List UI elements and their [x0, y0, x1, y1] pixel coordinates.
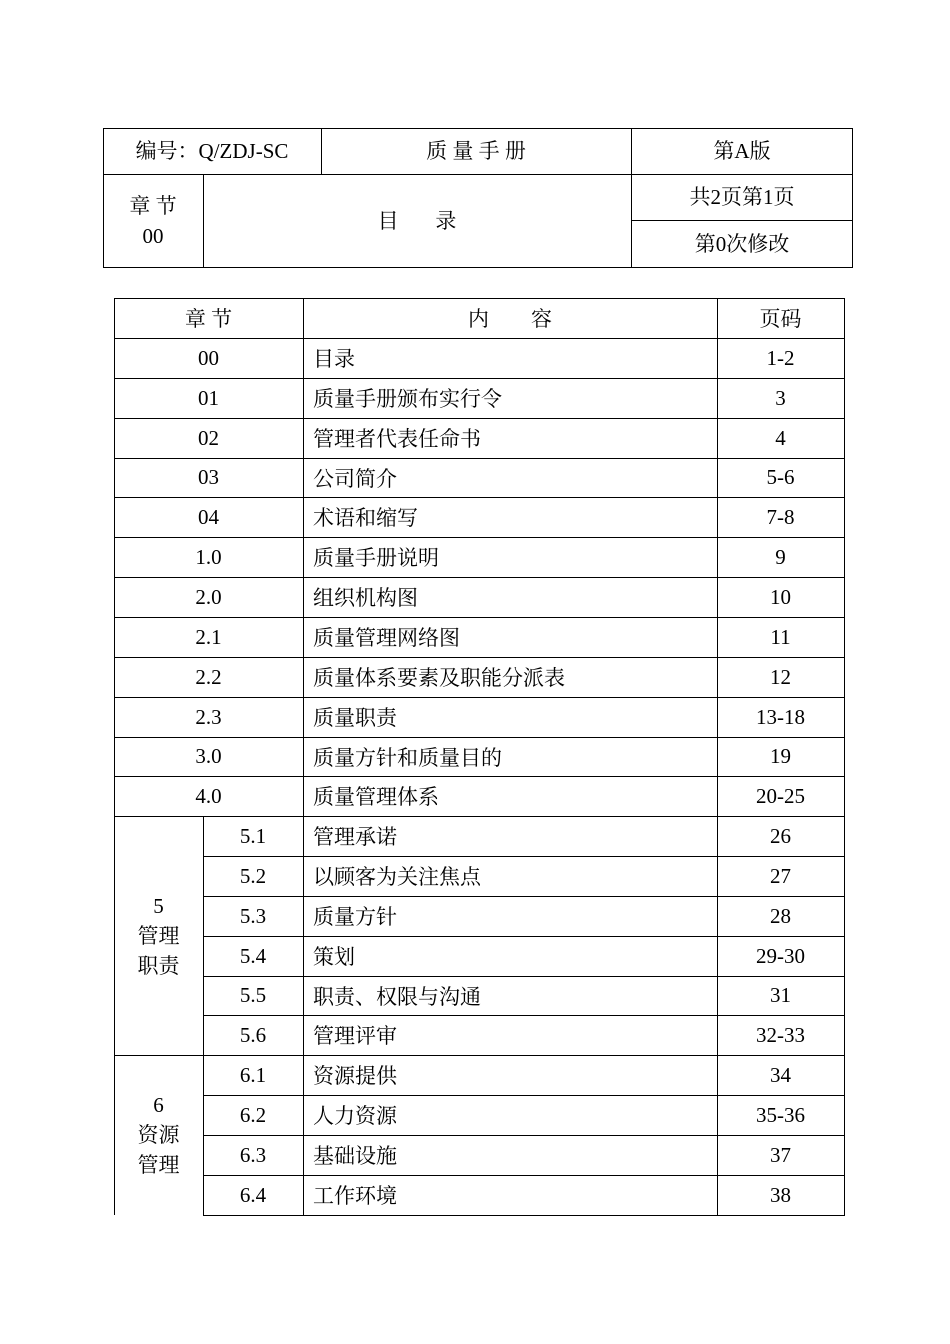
- row-content: 职责、权限与沟通: [313, 984, 481, 1009]
- row-chapter: 5.6: [239, 1022, 267, 1047]
- group-name-line1: 管理: [137, 923, 180, 948]
- table-border: [844, 298, 845, 1216]
- row-page: 27: [770, 863, 791, 888]
- row-page: 20-25: [756, 783, 805, 808]
- table-border: [203, 1055, 204, 1215]
- row-chapter: 5.5: [239, 983, 267, 1007]
- row-chapter: 6.2: [239, 1102, 267, 1127]
- row-chapter: 2.1: [195, 624, 222, 649]
- row-chapter: 4.0: [195, 783, 222, 808]
- row-page: 35-36: [756, 1102, 805, 1127]
- row-chapter: 2.3: [195, 704, 222, 729]
- row-page: 3: [775, 385, 786, 410]
- row-content: 以顾客为关注焦点: [313, 865, 481, 889]
- row-content: 术语和缩写: [313, 506, 418, 530]
- row-page: 13-18: [756, 704, 805, 729]
- group-label: [114, 1055, 203, 1215]
- group-name-line2: 职责: [137, 953, 180, 978]
- row-chapter: 6.3: [239, 1142, 267, 1167]
- section-title: 目 录: [377, 209, 457, 233]
- row-page: 12: [770, 664, 791, 689]
- table-border: [303, 298, 304, 1216]
- group-number: 6: [153, 1093, 164, 1117]
- row-chapter: 01: [198, 385, 219, 410]
- row-page: 32-33: [756, 1022, 805, 1047]
- row-page: 29-30: [756, 943, 805, 968]
- row-page: 38: [770, 1182, 791, 1207]
- row-chapter: 00: [198, 345, 219, 370]
- row-page: 34: [770, 1062, 791, 1087]
- row-chapter: 5.2: [239, 863, 267, 888]
- group-label: [114, 816, 203, 1055]
- row-content: 策划: [313, 945, 355, 969]
- row-page: 4: [775, 425, 786, 450]
- row-content: 质量体系要素及职能分派表: [313, 666, 565, 690]
- row-chapter: 3.0: [195, 744, 222, 768]
- header-table: [103, 128, 853, 268]
- table-border: [114, 298, 115, 1215]
- revision-info: 第0次修改: [694, 231, 790, 256]
- row-chapter: 04: [198, 504, 219, 529]
- row-content: 质量手册颁布实行令: [313, 387, 502, 411]
- row-page: 19: [770, 744, 791, 768]
- row-page: 11: [770, 624, 791, 649]
- row-page: 31: [770, 983, 791, 1007]
- chapter-label: 章 节: [129, 194, 177, 218]
- row-page: 5-6: [766, 465, 795, 489]
- row-content: 组织机构图: [313, 586, 418, 610]
- chapter-cell: [103, 174, 203, 268]
- page-info: 共2页第1页: [689, 185, 795, 209]
- row-chapter: 03: [198, 465, 219, 489]
- row-content: 公司简介: [313, 466, 397, 491]
- row-chapter: 5.4: [239, 943, 267, 968]
- row-content: 质量管理网络图: [313, 626, 460, 650]
- row-content: 目录: [313, 347, 355, 371]
- group-name-line1: 资源: [137, 1123, 180, 1147]
- row-content: 管理评审: [313, 1024, 397, 1048]
- row-chapter: 2.0: [195, 584, 222, 609]
- row-chapter: 1.0: [195, 544, 222, 569]
- row-content: 资源提供: [313, 1064, 397, 1088]
- row-content: 质量管理体系: [313, 785, 439, 809]
- row-content: 基础设施: [313, 1144, 397, 1168]
- row-content: 管理承诺: [313, 825, 397, 849]
- row-page: 10: [770, 584, 791, 609]
- row-chapter: 6.1: [239, 1062, 267, 1087]
- table-border: [203, 816, 204, 1055]
- row-page: 37: [770, 1142, 791, 1167]
- row-page: 26: [770, 823, 791, 848]
- row-chapter: 5.3: [239, 903, 267, 928]
- row-content: 质量方针: [313, 905, 397, 929]
- edition: 第A版: [713, 139, 771, 163]
- row-content: 工作环境: [313, 1184, 397, 1208]
- row-content: 人力资源: [313, 1104, 397, 1128]
- row-page: 7-8: [766, 504, 795, 529]
- row-chapter: 02: [198, 425, 219, 450]
- col-header-page: 页码: [759, 307, 802, 331]
- toc-table: [114, 298, 845, 1217]
- row-page: 9: [775, 544, 786, 569]
- row-content: 管理者代表任命书: [313, 427, 481, 451]
- col-header-content: 内 容: [468, 307, 552, 331]
- group-name-line2: 管理: [137, 1153, 180, 1177]
- table-border: [717, 298, 718, 1216]
- doc-number: 编号：Q/ZDJ-SC: [135, 139, 289, 163]
- row-content: 质量方针和质量目的: [313, 745, 502, 770]
- row-content: 质量职责: [313, 706, 397, 730]
- chapter-value: 00: [142, 224, 164, 248]
- manual-title: 质 量 手 册: [426, 139, 526, 163]
- table-border: [203, 1215, 845, 1216]
- row-chapter: 6.4: [239, 1182, 267, 1207]
- row-page: 28: [770, 903, 791, 928]
- row-content: 质量手册说明: [313, 546, 439, 570]
- col-header-chapter: 章 节: [184, 307, 233, 331]
- row-chapter: 5.1: [239, 823, 267, 848]
- row-chapter: 2.2: [195, 664, 222, 689]
- group-number: 5: [153, 893, 164, 918]
- row-page: 1-2: [766, 345, 795, 370]
